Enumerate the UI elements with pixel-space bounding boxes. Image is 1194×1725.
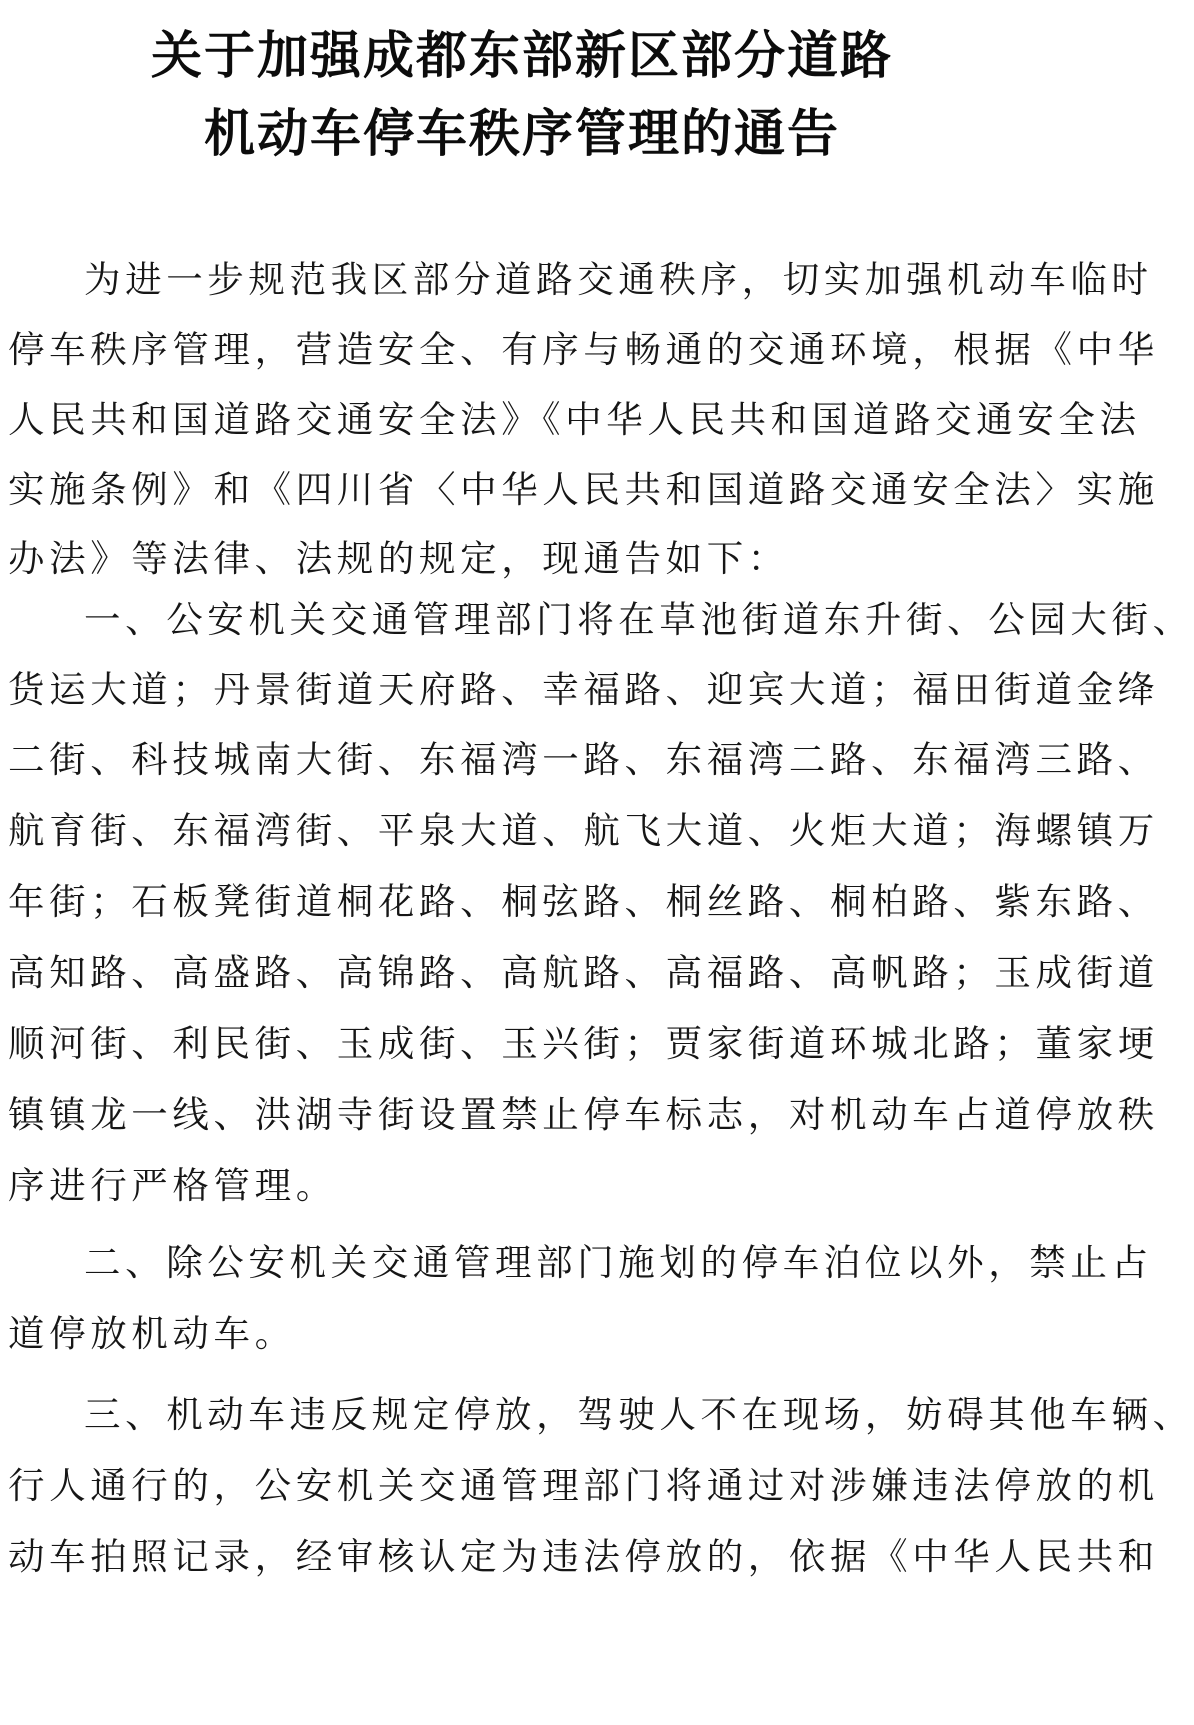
notice-title-line-2: 机动车停车秩序管理的通告 [203,104,840,164]
body-line: 动车拍照记录，经审核认定为违法停放的，依据《中华人民共和 [8,1535,1159,1578]
body-line: 航育街、东福湾街、平泉大道、航飞大道、火炬大道；海螺镇万 [8,809,1159,852]
body-line: 顺河街、利民街、玉成街、玉兴街；贾家街道环城北路；董家埂 [8,1022,1159,1065]
body-line: 一、公安机关交通管理部门将在草池街道东升街、公园大街、 [84,598,1194,641]
body-line: 二街、科技城南大街、东福湾一路、东福湾二路、东福湾三路、 [8,738,1159,781]
body-line: 为进一步规范我区部分道路交通秩序，切实加强机动车临时 [84,258,1153,301]
body-line: 行人通行的，公安机关交通管理部门将通过对涉嫌违法停放的机 [8,1464,1159,1507]
notice-title-line-1: 关于加强成都东部新区部分道路 [150,26,893,86]
body-line: 高知路、高盛路、高锦路、高航路、高福路、高帆路；玉成街道 [8,951,1159,994]
body-line: 办法》等法律、法规的规定，现通告如下： [8,537,789,580]
body-line: 二、除公安机关交通管理部门施划的停车泊位以外，禁止占 [84,1241,1153,1284]
body-line: 镇镇龙一线、洪湖寺街设置禁止停车标志，对机动车占道停放秩 [8,1093,1159,1136]
body-line: 年街；石板凳街道桐花路、桐弦路、桐丝路、桐柏路、紫东路、 [8,880,1159,923]
body-line: 实施条例》和《四川省〈中华人民共和国道路交通安全法〉实施 [8,468,1159,511]
body-line: 道停放机动车。 [8,1312,296,1355]
body-line: 序进行严格管理。 [8,1164,337,1207]
body-line: 停车秩序管理，营造安全、有序与畅通的交通环境，根据《中华 [8,328,1159,371]
body-line: 货运大道；丹景街道天府路、幸福路、迎宾大道；福田街道金绛 [8,668,1159,711]
body-line: 三、机动车违反规定停放，驾驶人不在现场，妨碍其他车辆、 [84,1393,1194,1436]
body-line: 人民共和国道路交通安全法》《中华人民共和国道路交通安全法 [8,398,1141,441]
